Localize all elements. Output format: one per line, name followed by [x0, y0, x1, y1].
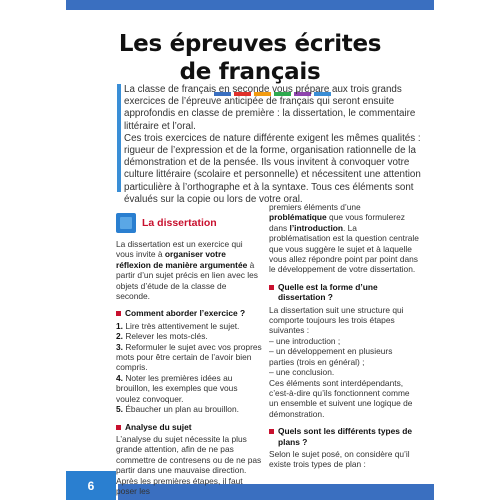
subheading-approach: [116, 308, 262, 318]
step-text: Relever les mots-clés.: [123, 331, 208, 342]
section-square-icon: [116, 213, 136, 233]
text-run: . La problématisation est la question centrale que vous suggère le sujet et à laquelle vous allez répondre point par point dans le développement de votre dissertation.: [269, 222, 419, 275]
steps-list: [116, 321, 262, 415]
left-column: [116, 213, 262, 496]
red-square-bullet-icon: [269, 285, 274, 290]
subheading-text: Quelle est la forme d’une dissertation ?: [278, 281, 378, 303]
step-text: Noter les premières idées au brouillon, les exemples que vous voulez convoquer.: [116, 372, 238, 404]
bold-text-run: organiser votre réflexion de manière argumentée: [116, 249, 248, 270]
text-run: que vous formulerez dans: [269, 212, 405, 233]
subheading-plans: [269, 426, 419, 447]
text-run: premiers éléments d’une: [269, 202, 361, 212]
structure-item: – une conclusion.: [269, 367, 335, 378]
red-square-bullet-icon: [116, 425, 121, 430]
subheading-analysis: [116, 422, 262, 432]
step-item: [116, 404, 262, 414]
red-square-bullet-icon: [116, 311, 121, 316]
subheading-text: Quels sont les différents types de plans ?: [278, 426, 413, 447]
intro-paragraph-2: Ces trois exercices de nature différente exigent les mêmes qualités : rigueur de l’expression et de la forme, organisation rationnelle de la démonstration et de la pensée. Ils vous invitent à convoquer votre culture littéraire (scolaire et personnelle) et nécessitent une attention particulière à l’orthographe et à la syntaxe. Tous ces éléments sont évalués sur la copie ou lors de votre oral.: [124, 132, 421, 205]
step-text: Reformuler le sujet avec vos propres mots pour être certain de l’avoir bien compris.: [116, 341, 262, 373]
text-run: à partir d’un sujet précis en lien avec les objets d’étude de la classe de seconde.: [116, 259, 258, 302]
step-item: [116, 321, 262, 331]
step-text: Lire très attentivement le sujet.: [123, 320, 240, 331]
red-square-bullet-icon: [269, 429, 274, 434]
dissertation-intro-paragraph: [116, 239, 262, 301]
step-number: 3.: [116, 341, 123, 352]
right-column: [269, 202, 419, 470]
text-run: La dissertation est un exercice qui vous invite à: [116, 239, 243, 260]
structure-paragraph: La dissertation suit une structure qui comporte toujours les trois étapes suivantes :: [269, 304, 404, 336]
page-title-line-1: Les épreuves écrites: [118, 31, 382, 57]
top-edge-band: [66, 0, 434, 10]
problematique-paragraph: [269, 202, 419, 275]
page-title-line-2: de français: [179, 59, 321, 85]
step-number: 5.: [116, 404, 123, 415]
structure-item: – une introduction ;: [269, 335, 341, 346]
step-number: 4.: [116, 372, 123, 383]
plans-paragraph: Selon le sujet posé, on considère qu’il existe trois types de plan :: [269, 448, 410, 470]
step-item: [116, 331, 262, 341]
step-number: 2.: [116, 331, 123, 342]
section-title: La dissertation: [142, 216, 217, 229]
subheading-text: Comment aborder l’exercice ?: [125, 308, 246, 319]
page-number: 6: [66, 471, 116, 500]
step-text: Ébaucher un plan au brouillon.: [123, 404, 239, 415]
bold-text-run: l’introduction: [289, 222, 343, 233]
step-number: 1.: [116, 320, 123, 331]
bold-text-run: problématique: [269, 212, 327, 223]
step-item: [116, 373, 262, 404]
subheading-form: [269, 282, 419, 303]
section-header: [116, 213, 262, 233]
subheading-text: Analyse du sujet: [125, 421, 192, 432]
analysis-paragraph: L’analyse du sujet nécessite la plus grande attention, afin de ne pas commettre de contresens ou de ne pas partir dans une mauvaise direction. Après les premières étapes, il faut poser les: [116, 433, 262, 496]
intro-paragraph-1: La classe de français en seconde vous prépare aux trois grands exercices de l’épreuve anticipée de français qui seront ensuite approfondis en classe de première : la dissertation, le commentaire littéraire et l’oral.: [124, 84, 416, 132]
step-item: [116, 342, 262, 373]
page-title: [66, 30, 434, 86]
intro-block: [117, 84, 434, 205]
structure-item: – un développement en plusieurs parties (trois en général) ;: [269, 346, 393, 367]
interdependence-paragraph: Ces éléments sont interdépendants, c’est-à-dire qu’ils fonctionnent comme un ensemble et suivent une logique de démonstration.: [269, 377, 413, 419]
